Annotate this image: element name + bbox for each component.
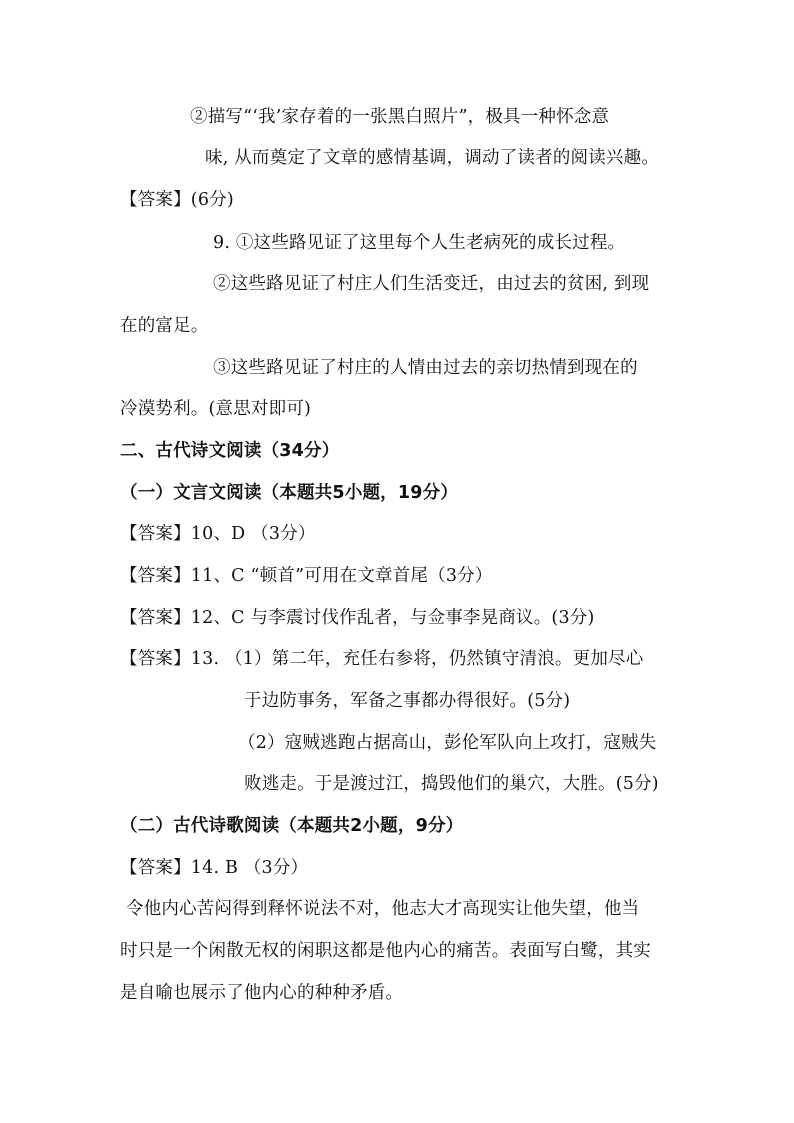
answer-14-explanation-line-2: 时只是一个闲散无权的闲职这都是他内心的痛苦。表面写白鹭，其实 — [120, 941, 651, 961]
answer-13-part-1-line-2: 于边防事务，军备之事都办得很好。(5分) — [244, 691, 571, 711]
answer-9-point-3-line-2: 冷漠势利。(意思对即可) — [120, 399, 312, 419]
answer-10: 【答案】10、D （3分） — [120, 524, 316, 544]
answer-9-point-1: 9. ①这些路见证了这里每个人生老病死的成长过程。 — [213, 233, 626, 253]
answer-9-point-2-line-1: ②这些路见证了村庄人们生活变迁，由过去的贫困, 到现 — [213, 274, 650, 294]
answer-13-part-1-line-1: 【答案】13. （1）第二年，充任右参将，仍然镇守清浪。更加尽心 — [120, 649, 644, 669]
answer-9-point-3-line-1: ③这些路见证了村庄的人情由过去的亲切热情到现在的 — [213, 358, 638, 378]
answer-8-score: 【答案】(6分) — [120, 190, 234, 210]
answer-8-point-2-line-1: ②描写“‘我’家存着的一张黑白照片”，极具一种怀念意 — [190, 107, 610, 127]
subsection-1-heading: （一）文言文阅读（本题共5小题，19分） — [120, 483, 459, 503]
subsection-2-heading: （二）古代诗歌阅读（本题共2小题，9分） — [120, 816, 464, 836]
answer-9-point-2-line-2: 在的富足。 — [120, 316, 209, 336]
answer-11: 【答案】11、C “顿首”可用在文章首尾（3分） — [120, 566, 493, 586]
section-2-heading: 二、古代诗文阅读（34分） — [120, 441, 340, 461]
answer-13-part-2-line-2: 败逃走。于是渡过江，捣毁他们的巢穴，大胜。(5分) — [244, 774, 659, 794]
answer-13-part-2-line-1: （2）寇贼逃跑占据高山，彭伦军队向上攻打，寇贼失 — [238, 733, 657, 753]
answer-12: 【答案】12、C 与李震讨伐作乱者，与佥事李晃商议。(3分) — [120, 608, 595, 628]
answer-14-explanation-line-3: 是自喻也展示了他内心的种种矛盾。 — [120, 983, 404, 1003]
answer-8-point-2-line-2: 味, 从而奠定了文章的感情基调，调动了读者的阅读兴趣。 — [205, 148, 660, 168]
answer-14-explanation-line-1: 令他内心苦闷得到释怀说法不对，他志大才高现实让他失望，他当 — [126, 899, 640, 919]
answer-14: 【答案】14. B （3分） — [120, 858, 309, 878]
